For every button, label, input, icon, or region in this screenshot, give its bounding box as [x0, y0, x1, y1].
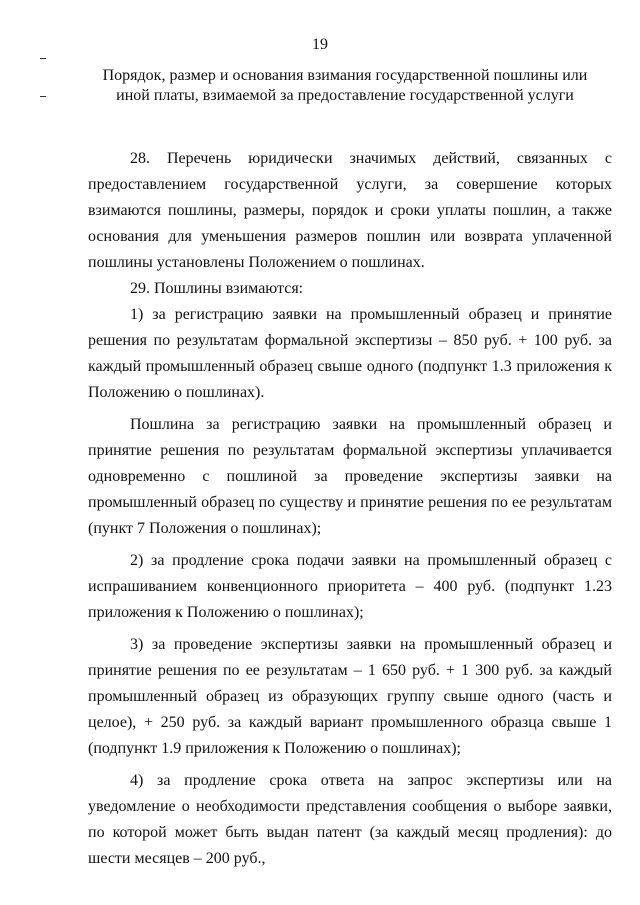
page-number: 19: [312, 36, 328, 53]
paragraph-29-item-1: 1) за регистрацию заявки на промышленный образец и принятие решения по результатам формальной экспертизы – 850 руб. + 100 руб. за каждый промышленный образец свыше одного (подпункт 1.3 приложения к Положению о пошлинах).: [88, 306, 612, 401]
paragraph-29-item-1-note: Пошлина за регистрацию заявки на промышленный образец и принятие решения по результатам формальной экспертизы уплачивается одновременно с пошлиной за проведение экспертизы заявки на промышленный образец по существу и принятие решения по ее результатам (пункт 7 Положения о пошлинах);: [88, 416, 612, 537]
paragraph-29-item-4: 4) за продление срока ответа на запрос экспертизы или на уведомление о необходимости представления сообщения о выборе заявки, по которой может быть выдан патент (за каждый месяц продления): до шести месяцев – 200 руб.,: [88, 772, 612, 867]
paragraph-29-item-2: 2) за продление срока подачи заявки на промышленный образец с испрашиванием конвенционного приоритета – 400 руб. (подпункт 1.23 приложения к Положению о пошлинах);: [88, 552, 612, 621]
margin-mark-bottom: [40, 96, 46, 97]
document-body: [88, 146, 612, 872]
section-heading: Порядок, размер и основания взимания государственной пошлины или иной платы, взимаемой за предоставление государственной услуги: [102, 67, 588, 104]
paragraph-29-item-3: 3) за проведение экспертизы заявки на промышленный образец и принятие решения по ее результатам – 1 650 руб. + 1 300 руб. за каждый промышленный образец из образующих группу свыше одного (часть и целое), + 250 руб. за каждый вариант промышленного образца свыше 1 (подпункт 1.9 приложения к Положению о пошлинах);: [88, 636, 612, 757]
paragraph-29: 29. Пошлины взимаются:: [130, 280, 304, 297]
margin-mark-top: [40, 58, 46, 59]
paragraph-28: 28. Перечень юридически значимых действий, связанных с предоставлением государственной услуги, за совершение которых взимаются пошлины, размеры, порядок и сроки уплаты пошлин, а также основания для уменьшения размеров пошлин или возврата уплаченной пошлины установлены Положением о пошлинах.: [88, 150, 612, 271]
